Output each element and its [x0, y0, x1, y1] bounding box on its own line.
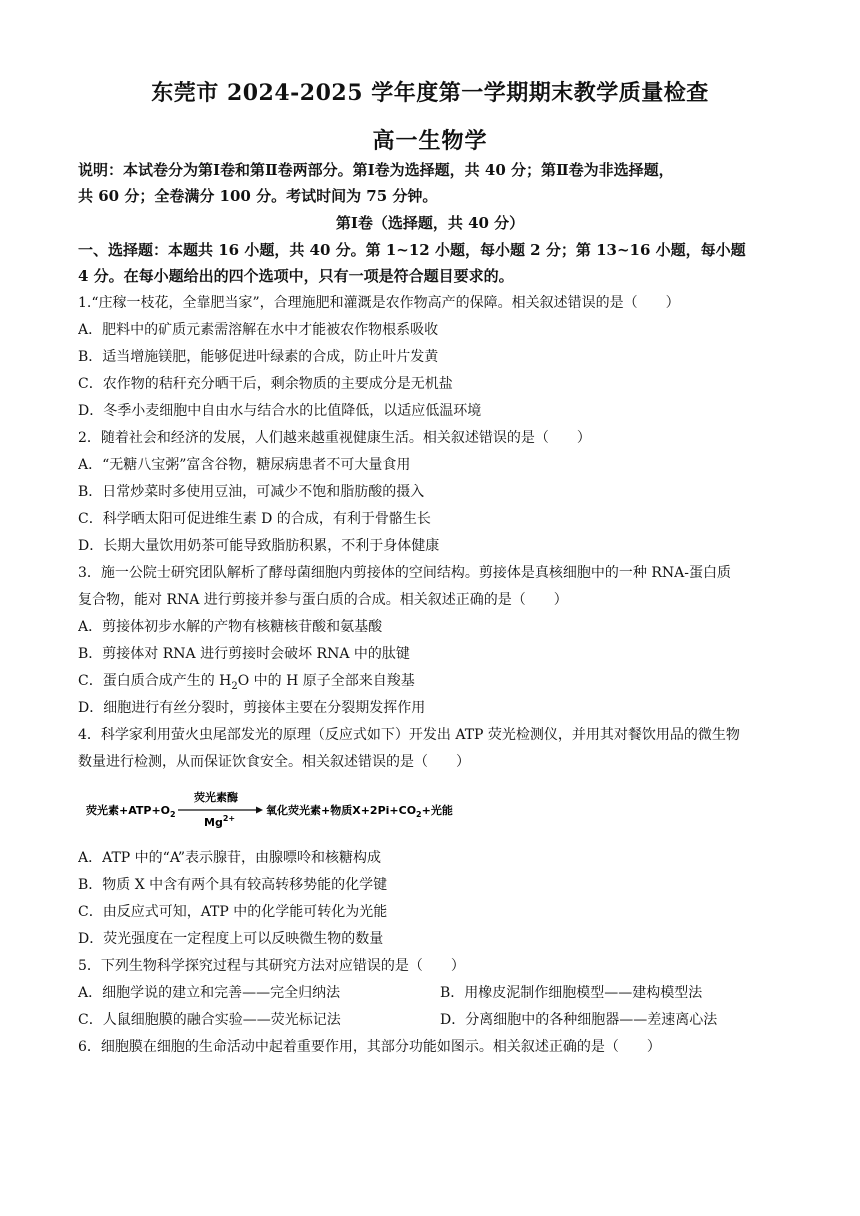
q2-option-a: A．“无糖八宝粥”富含谷物，糖尿病患者不可大量食用 — [78, 457, 411, 473]
q3-option-c-pre: C．蛋白质合成产生的 H — [78, 673, 232, 689]
q3-option-a: A．剪接体初步水解的产物有核糖核苷酸和氨基酸 — [78, 619, 383, 635]
q3-option-c-post: O 中的 H 原子全部来自羧基 — [237, 673, 415, 689]
q4-stem-line-2: 数量进行检测，从而保证饮食安全。相关叙述错误的是（ ） — [78, 754, 470, 770]
equation-left: 荧光素$+ATP+O_2$ — [86, 804, 176, 819]
instructions-line-2: 共 60 分；全卷满分 100 分。考试时间为 75 分钟。 — [78, 187, 438, 205]
q1-stem: 1.“庄稼一枝花，全靠肥当家”，合理施肥和灌溉是农作物高产的保障。相关叙述错误的是（ ） — [78, 295, 680, 311]
q5-option-a: A．细胞学说的建立和完善——完全归纳法 — [78, 985, 341, 1001]
q4-stem-line-1: 4．科学家利用萤火虫尾部发光的原理（反应式如下）开发出 ATP 荧光检测仪，并用其对餐饮用品的微生物 — [78, 727, 740, 743]
q3-option-d: D．细胞进行有丝分裂时，剪接体主要在分裂期发挥作用 — [78, 700, 426, 716]
q4-option-b: B．物质 X 中含有两个具有较高转移势能的化学键 — [78, 877, 388, 893]
q2-option-c: C．科学晒太阳可促进维生素 D 的合成，有利于骨骼生长 — [78, 511, 431, 527]
equation-right: 氧化荧光素+物质$X+2Pi+CO_2+$光能 — [266, 804, 453, 819]
part-intro-line-2: 4 分。在每小题给出的四个选项中，只有一项是符合题目要求的。 — [78, 267, 514, 285]
q5-option-d: D．分离细胞中的各种细胞器——差速离心法 — [440, 1012, 718, 1028]
equation-enzyme: 荧光素酶 — [194, 791, 238, 804]
q2-option-b: B．日常炒菜时多使用豆油，可减少不饱和脂肪酸的摄入 — [78, 484, 425, 500]
instructions-line-1: 说明：本试卷分为第Ⅰ卷和第Ⅱ卷两部分。第Ⅰ卷为选择题，共 40 分；第Ⅱ卷为非选择题， — [78, 161, 674, 179]
reaction-arrow-head — [256, 807, 263, 814]
q2-option-d: D．长期大量饮用奶茶可能导致脂肪积累，不利于身体健康 — [78, 538, 440, 554]
q5-option-c: C．人鼠细胞膜的融合实验——荧光标记法 — [78, 1012, 341, 1028]
q1-option-a: A．肥料中的矿质元素需溶解在水中才能被农作物根系吸收 — [78, 322, 439, 338]
q4-option-d: D．荧光强度在一定程度上可以反映微生物的数量 — [78, 931, 384, 947]
reaction-equation — [86, 786, 456, 832]
q1-option-b: B．适当增施镁肥，能够促进叶绿素的合成，防止叶片发黄 — [78, 349, 439, 365]
exam-title: 东莞市 2024-2025 学年度第一学期期末教学质量检查 — [151, 80, 709, 106]
q3-stem-line-2: 复合物，能对 RNA 进行剪接并参与蛋白质的合成。相关叙述正确的是（ ） — [78, 592, 568, 608]
q3-option-b: B．剪接体对 RNA 进行剪接时会破坏 RNA 中的肽键 — [78, 646, 410, 662]
q5-option-b: B．用橡皮泥制作细胞模型——建构模型法 — [440, 985, 703, 1001]
q6-stem: 6．细胞膜在细胞的生命活动中起着重要作用，其部分功能如图示。相关叙述正确的是（ ） — [78, 1039, 661, 1055]
q5-stem: 5．下列生物科学探究过程与其研究方法对应错误的是（ ） — [78, 958, 465, 974]
q1-option-d: D．冬季小麦细胞中自由水与结合水的比值降低，以适应低温环境 — [78, 403, 482, 419]
q1-option-c: C．农作物的秸秆充分晒干后，剩余物质的主要成分是无机盐 — [78, 376, 453, 392]
q2-stem: 2．随着社会和经济的发展，人们越来越重视健康生活。相关叙述错误的是（ ） — [78, 430, 591, 446]
q4-option-c: C．由反应式可知，ATP 中的化学能可转化为光能 — [78, 904, 388, 920]
q3-stem-line-1: 3．施一公院士研究团队解析了酵母菌细胞内剪接体的空间结构。剪接体是真核细胞中的一种 RNA-蛋白质 — [78, 565, 731, 581]
subject-title: 高一生物学 — [372, 128, 488, 154]
q3-option-c-sub: 2 — [231, 680, 238, 692]
q3-option-c — [78, 671, 784, 697]
equation-cofactor: $Mg^{2+}$ — [204, 814, 236, 829]
section-title: 第Ⅰ卷（选择题，共 40 分） — [335, 214, 525, 232]
part-intro-line-1: 一、选择题：本题共 16 小题，共 40 分。第 1~12 小题，每小题 2 分；第 13~16 小题，每小题 — [78, 241, 746, 259]
q4-option-a: A．ATP 中的“A”表示腺苷，由腺嘌呤和核糖构成 — [78, 850, 382, 866]
